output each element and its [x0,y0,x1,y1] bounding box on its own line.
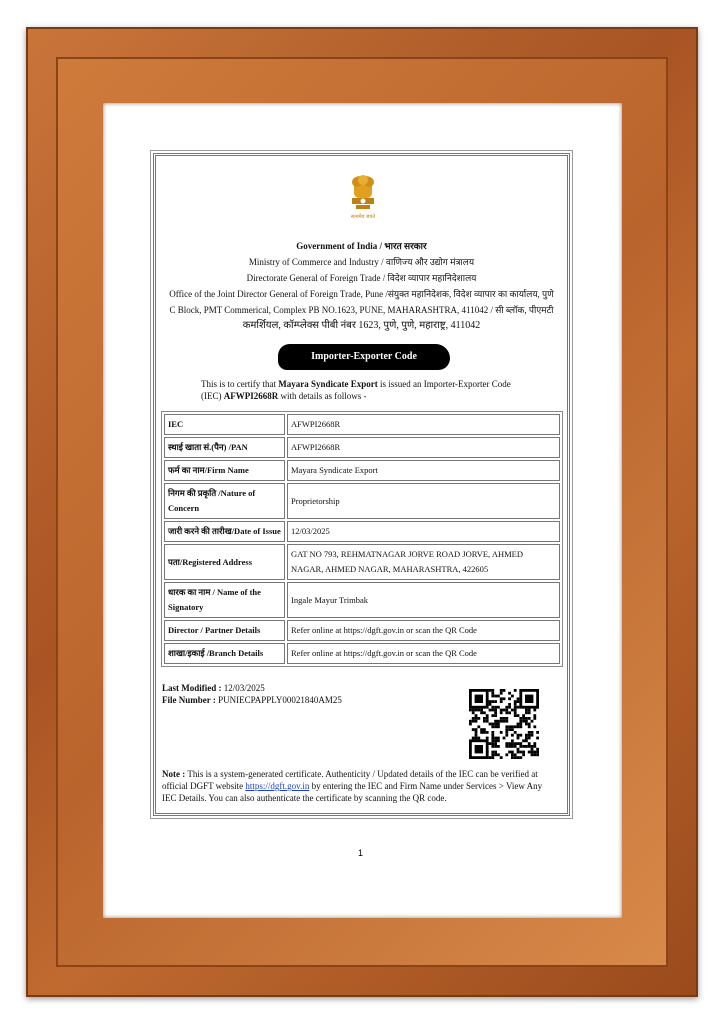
row-value: AFWPI2668R [287,437,560,458]
row-label: स्थाई खाता सं.(पैन) /PAN [164,437,285,458]
iec-certificate [153,153,570,816]
table-row [164,643,560,664]
table-row [164,544,560,580]
table-row [164,582,560,618]
row-label: शाखा/इकाई /Branch Details [164,643,285,664]
table-row [164,620,560,641]
row-label: IEC [164,414,285,435]
row-label: जारी करने की तारीख/Date of Issue [164,521,285,542]
table-row [164,483,560,519]
row-value: 12/03/2025 [287,521,560,542]
office: Office of the Joint Director General of Foreign Trade, Pune /संयुक्त महानिदेशक, विदेश व्यापार का कार्यालय, पुणे [169,289,554,299]
table-row [164,460,560,481]
ministry: Ministry of Commerce and Industry / वाणिज्य और उद्योग मंत्रालय [248,257,475,267]
page-number: 1 [358,848,364,858]
table-row [164,414,560,435]
dgft-link[interactable]: https://dgft.gov.in [245,781,310,791]
row-label: धारक का नाम / Name of the Signatory [164,582,285,618]
certification-text: This is to certify that Mayara Syndicate Export is issued an Importer-Exporter Code (IEC) AFWPI2668R with details as follows - [201,379,511,401]
row-label: निगम की प्रकृति /Nature of Concern [164,483,285,519]
qr-code-icon[interactable] [469,689,539,759]
row-label: फर्म का नाम/Firm Name [164,460,285,481]
row-value: Mayara Syndicate Export [287,460,560,481]
row-label: पता/Registered Address [164,544,285,580]
note: Note : This is a system-generated certificate. Authenticity / Updated details of the IEC can be verified at official DGFT website https://dgft.gov.in by entering the IEC and Firm Name under Services > View Any IEC Details. You can also authenticate the certificate by scanning the QR code. [162,769,543,803]
table-row [164,521,560,542]
table-row [164,437,560,458]
row-value: Refer online at https://dgft.gov.in or scan the QR Code [287,643,560,664]
row-value: AFWPI2668R [287,414,560,435]
address-line-2: कमर्शियल, कॉम्प्लेक्स पीबी नंबर 1623, पुणे, पुणे, महाराष्ट्र, 411042 [242,320,481,331]
row-label: Director / Partner Details [164,620,285,641]
details-table [161,411,563,667]
gov-heading: Government of India / भारत सरकार [296,241,427,251]
row-value: GAT NO 793, REHMATNAGAR JORVE ROAD JORVE, AHMED NAGAR, AHMED NAGAR, MAHARASHTRA, 422605 [287,544,560,580]
metadata: Last Modified : 12/03/2025 File Number : PUNIECPAPPLY00021840AM25 [162,683,342,705]
national-emblem-icon [346,174,380,222]
row-value: Refer online at https://dgft.gov.in or scan the QR Code [287,620,560,641]
dgft: Directorate General of Foreign Trade / विदेश व्यापार महानिदेशालय [246,273,477,283]
row-value: Ingale Mayur Trimbak [287,582,560,618]
document-title: Importer-Exporter Code [278,344,450,370]
row-value: Proprietorship [287,483,560,519]
address-line-1: C Block, PMT Commerical, Complex PB NO.1623, PUNE, MAHARASHTRA, 411042 / सी ब्लॉक, पीएमटी [169,305,554,315]
svg-text:सत्यमेव जयते: सत्यमेव जयते [350,215,376,220]
